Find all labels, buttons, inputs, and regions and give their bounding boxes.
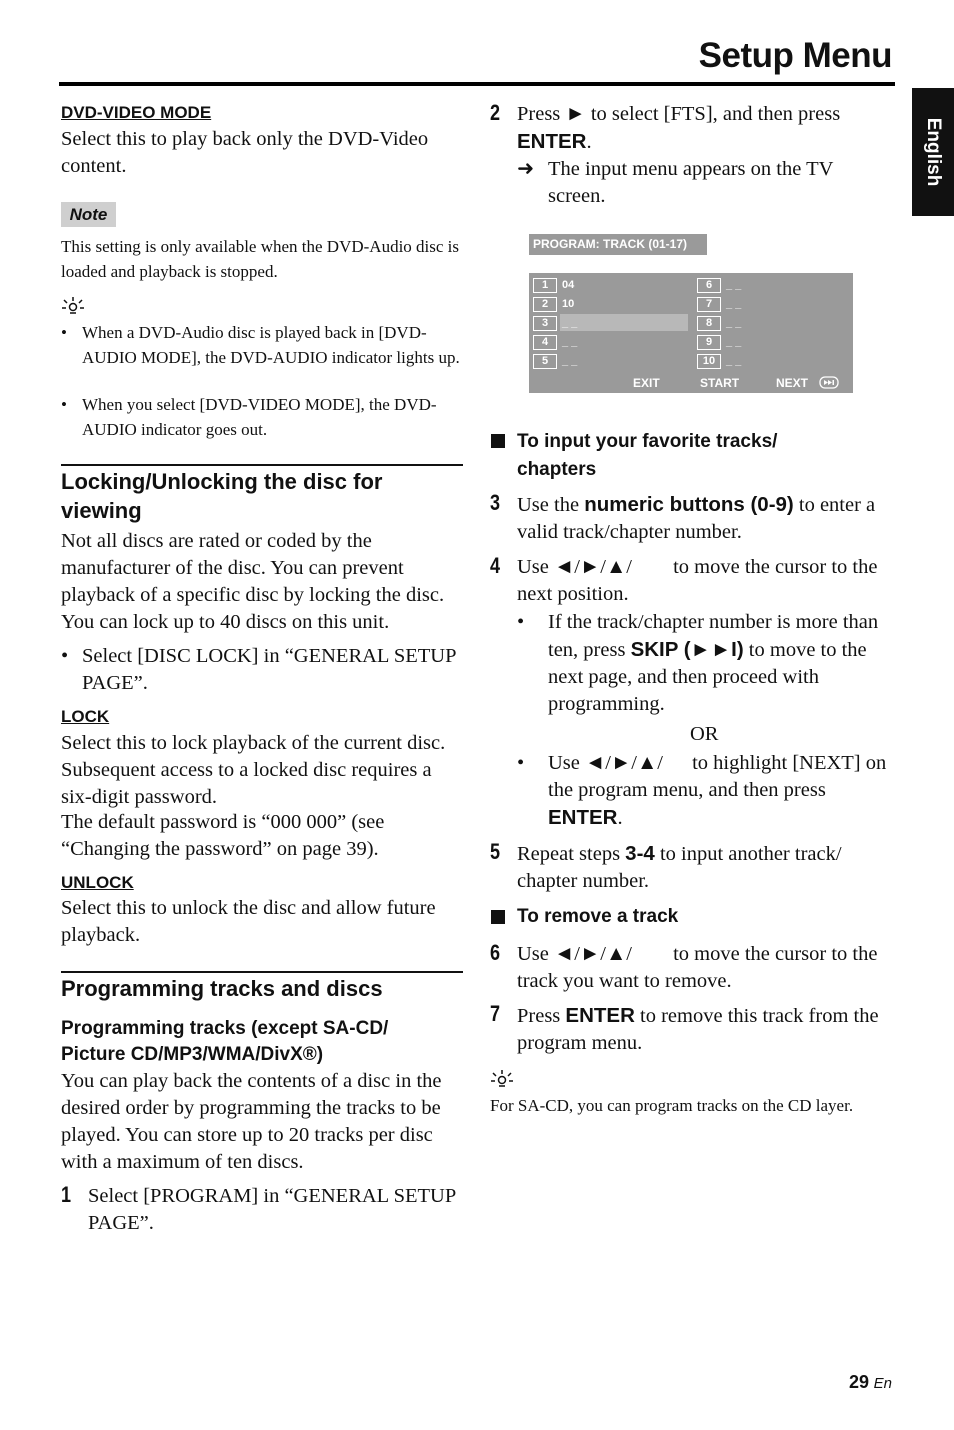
slot-number: 6 [697,278,721,293]
start-button[interactable]: START [700,376,740,390]
slot-value: _ _ [726,336,742,348]
programming-intro: You can play back the contents of a disc in the desired order by programming the tracks to be played. You can store up to 20 tracks per disc with a maximum of ten discs. [61,1070,442,1173]
step-4-sub-1: • If the track/chapter number is more than ten, press SKIP (►►I) to move to the next page, and then proceed with programming. [517,611,879,715]
unlock-heading: UNLOCK [61,873,134,892]
slot-number: 10 [697,354,721,369]
slot-number: 9 [697,335,721,350]
slot-number: 3 [533,316,557,331]
next-button[interactable]: NEXT [776,376,809,390]
step-number: 1 [61,1182,72,1207]
cursor-highlight [560,314,688,331]
slot-value: _ _ [726,355,742,367]
disc-lock-bullet: • Select [DISC LOCK] in “GENERAL SETUP PAGE”. [61,645,456,694]
skip-forward-icon [819,376,839,389]
language-tab-label: English [923,117,944,187]
step-3-text: Use the numeric buttons (0-9) to enter a valid track/chapter number. [517,493,876,543]
or-text: OR [690,723,719,745]
slot-value: _ _ [726,298,742,310]
program-screen-label: PROGRAM: TRACK (01-17) [529,234,707,255]
page-language-suffix: En [873,1375,892,1392]
slot-value: 04 [562,279,575,291]
tip-bullet: • When you select [DVD-VIDEO MODE], the DVD-AUDIO indicator goes out. [61,395,437,439]
favorite-tracks-heading: To input your favorite tracks/ chapters [517,431,778,480]
slot-number: 5 [533,354,557,369]
tip-icon [490,1069,514,1089]
slot-value: _ _ [562,317,578,329]
slot-value: _ _ [726,317,742,329]
slot-number: 8 [697,316,721,331]
step-number: 7 [490,1001,501,1026]
step-number: 3 [490,490,501,515]
tip-icon [61,296,85,316]
dvd-video-mode-heading: DVD-VIDEO MODE [61,103,212,122]
slot-value: _ _ [562,355,578,367]
programming-subheading: Programming tracks (except SA-CD/ Picture CD/MP3/WMA/DivX®) [61,1018,389,1065]
step-7-text: Press ENTER to remove this track from the program menu. [517,1004,879,1054]
section-marker-icon [491,910,505,924]
slot-value: 10 [562,298,575,310]
section-rule [61,464,463,466]
step-4-sub-2: • Use ◄/►/▲/ to highlight [NEXT] on the program menu, and then press ENTER. [517,752,887,829]
note-label: Note [61,202,116,227]
slot-value: _ _ [562,336,578,348]
step-number: 5 [490,839,501,864]
step-number: 4 [490,553,501,578]
section-marker-icon [491,434,505,448]
step-5-text: Repeat steps 3-4 to input another track/ chapter number. [517,842,842,892]
step-4-text: Use ◄/►/▲/ to move the cursor to the next position. [517,556,878,605]
locking-intro: Not all discs are rated or coded by the manufacturer of the disc. You can prevent playback of a specific disc by locking the disc. You can lock up to 40 discs on this unit. [61,530,445,633]
remove-track-heading: To remove a track [517,906,679,927]
slot-value: _ _ [726,279,742,291]
unlock-text: Select this to unlock the disc and allow future playback. [61,897,436,946]
exit-button[interactable]: EXIT [633,376,660,390]
section-rule [61,971,463,973]
dvd-video-mode-text: Select this to play back only the DVD-Video content. [61,128,429,177]
title-rule [59,82,895,86]
page-number: 29 [848,1372,869,1392]
note-text: This setting is only available when the DVD-Audio disc is loaded and playback is stopped. [61,237,460,281]
step-6-text: Use ◄/►/▲/ to move the cursor to the track you want to remove. [517,943,878,992]
step-number: 6 [490,940,501,965]
arrow-right-icon: ➜ [517,158,535,180]
slot-number: 2 [533,297,557,312]
step-2-text: Press ► to select [FTS], and then press ENTER. [517,103,841,153]
sa-cd-tip-text: For SA-CD, you can program tracks on the CD layer. [490,1096,854,1115]
step-2-result: ➜ The input menu appears on the TV screen. [517,158,834,207]
lock-text: Select this to lock playback of the current disc. Subsequent access to a locked disc requires a six-digit password. [61,732,446,808]
program-screen [529,273,853,393]
lock-heading: LOCK [61,707,110,726]
slot-number: 4 [533,335,557,350]
slot-number: 7 [697,297,721,312]
locking-heading: Locking/Unlocking the disc for viewing [61,469,383,523]
step-number: 2 [490,100,501,125]
page-title: Setup Menu [698,36,892,75]
programming-heading: Programming tracks and discs [61,976,383,1001]
slot-number: 1 [533,278,557,293]
step-1-text: Select [PROGRAM] in “GENERAL SETUP PAGE”. [88,1185,456,1234]
lock-password-text: The default password is “000 000” (see “Changing the password” on page 39). [61,811,385,860]
tip-bullet: • When a DVD-Audio disc is played back in [DVD-AUDIO MODE], the DVD-AUDIO indicator lights up. [61,323,460,367]
language-tab [912,88,954,216]
